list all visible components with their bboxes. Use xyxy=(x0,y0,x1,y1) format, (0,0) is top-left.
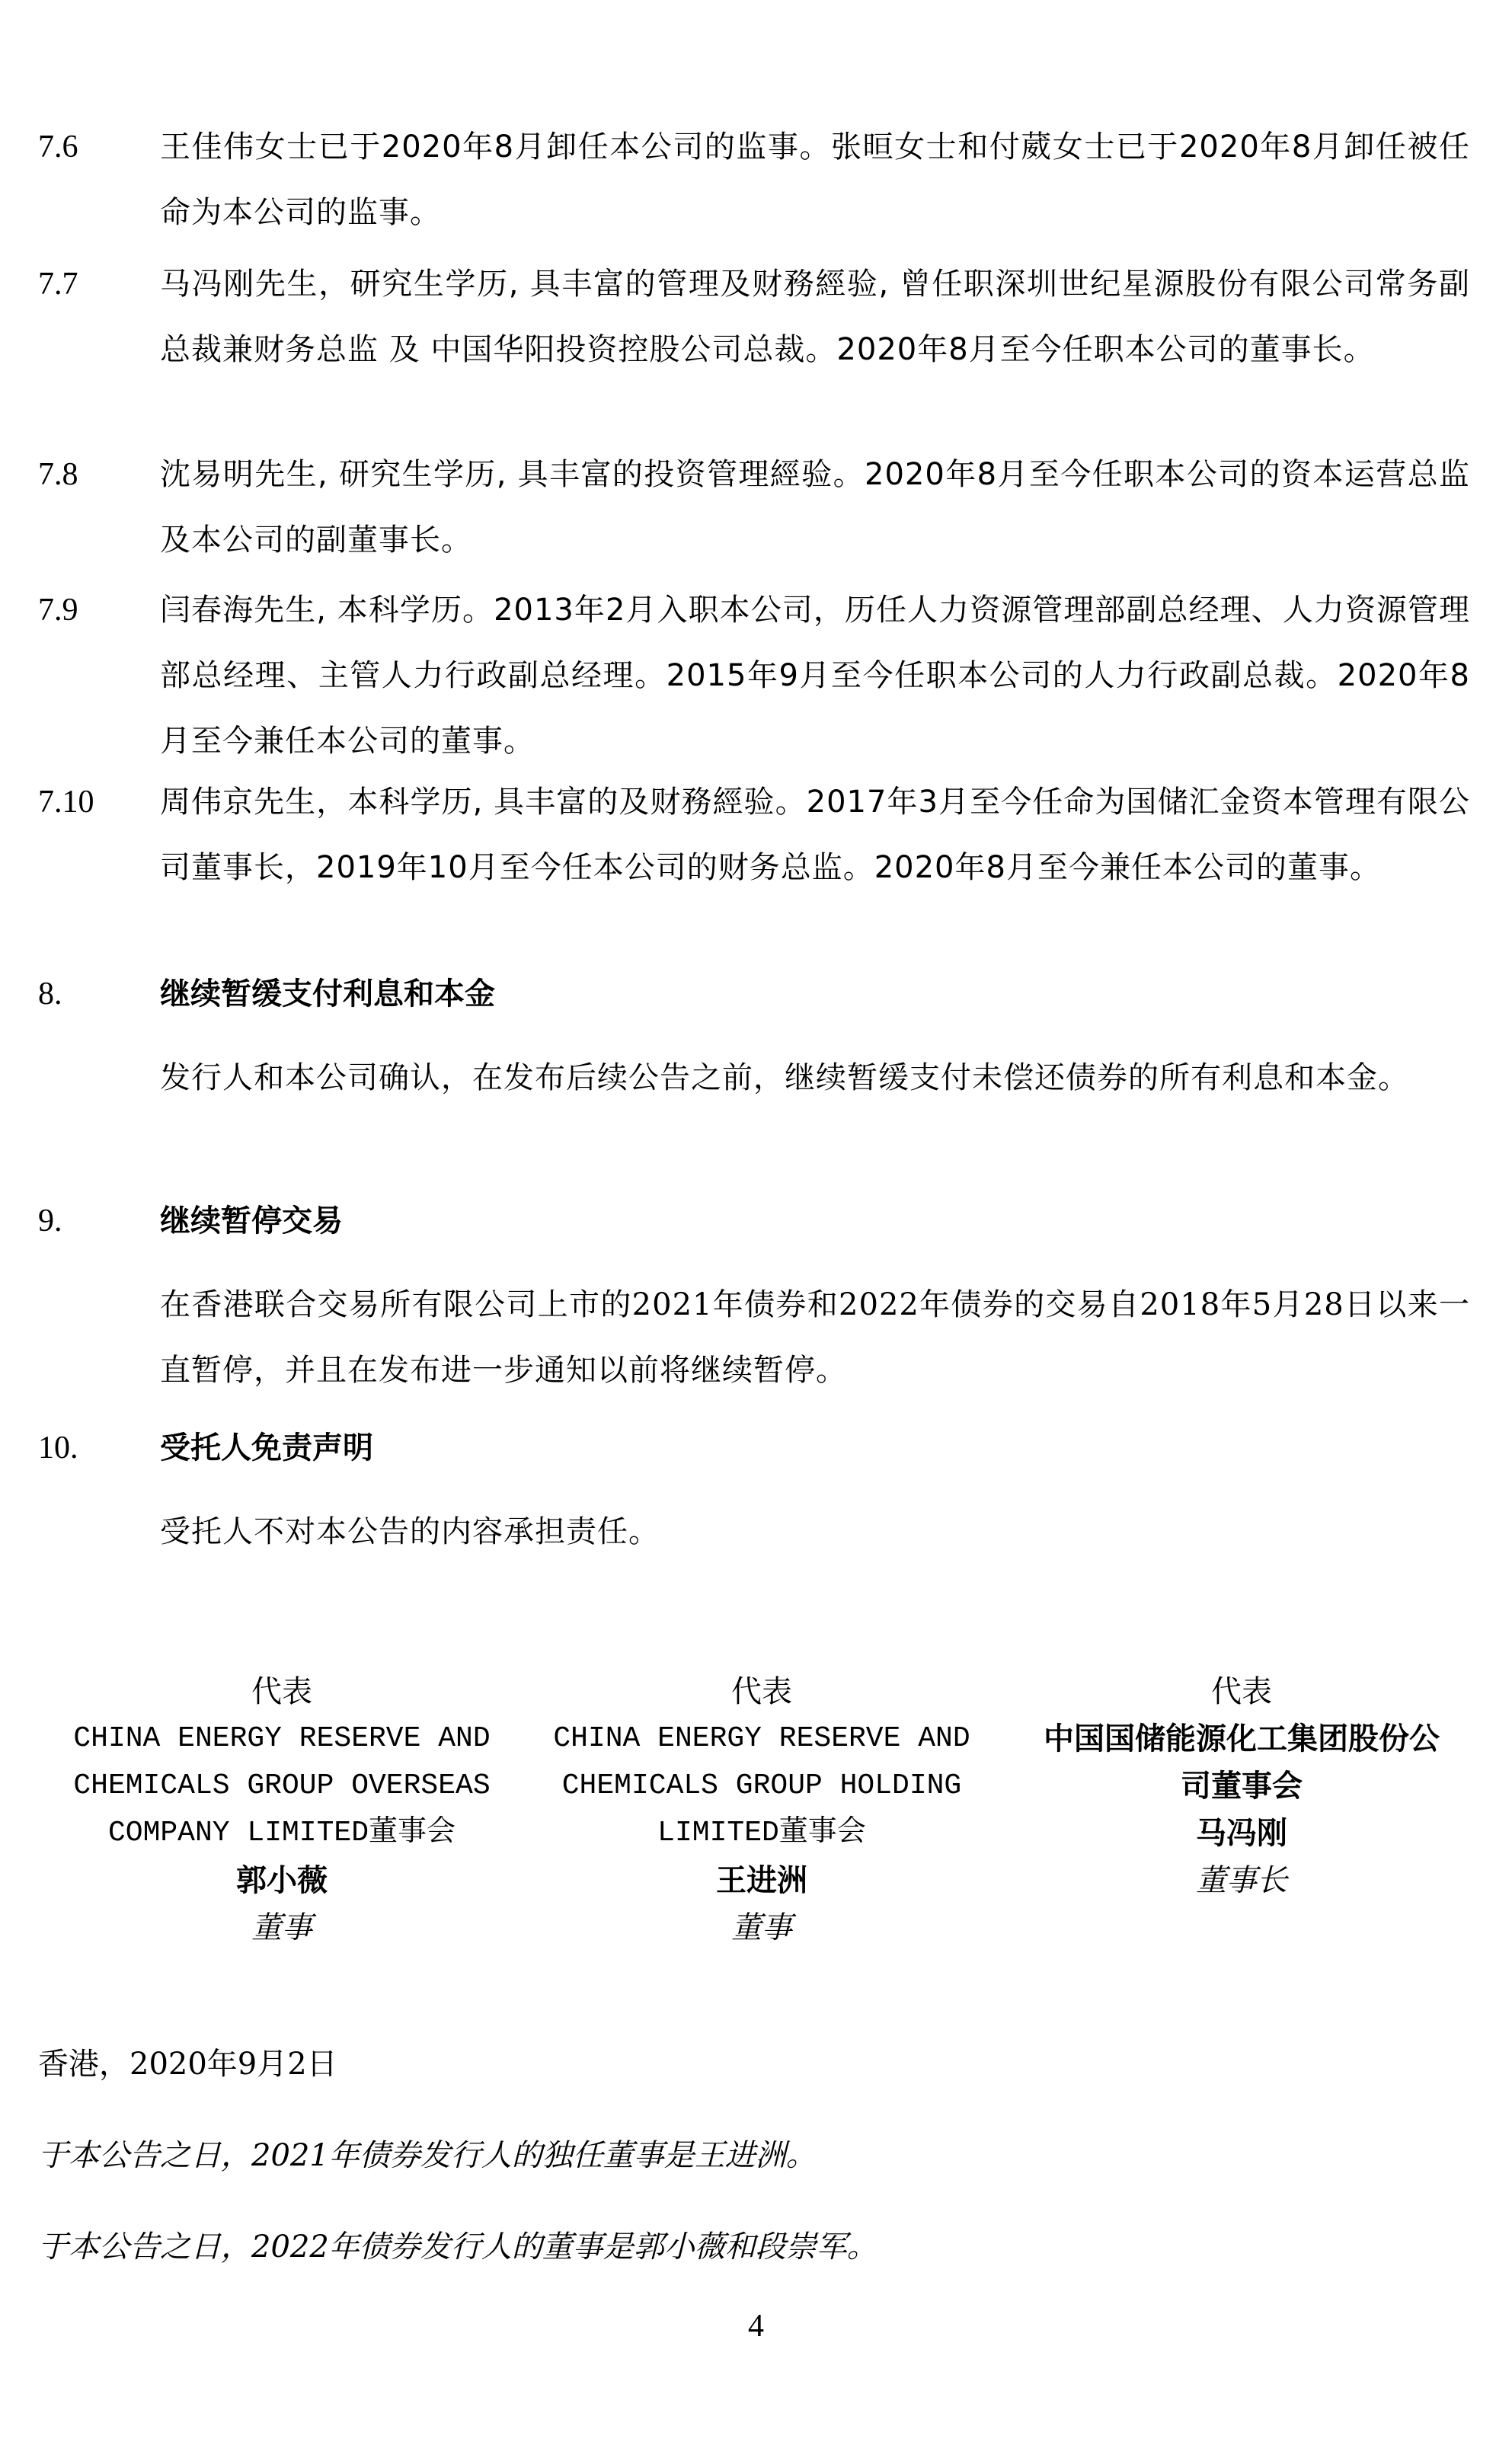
signature-label: 代表 xyxy=(1211,1674,1272,1709)
section-number: 9. xyxy=(38,1203,62,1239)
signature-block-china-board xyxy=(1013,1668,1470,1904)
signatory-title: 董事 xyxy=(731,1910,792,1945)
section-8-paragraph: 发行人和本公司确认，在发布后续公告之前，继续暂缓支付未偿还债券的所有利息和本金。 xyxy=(160,1060,1409,1095)
signatory-title: 董事长 xyxy=(1196,1863,1287,1898)
company-name-line: CHEMICALS GROUP HOLDING xyxy=(561,1769,962,1802)
signature-block-holding xyxy=(533,1668,990,1951)
item-text: 周伟京先生，本科学历, 具丰富的及财務經验。2017年3月至今任命为国储汇金资本管理有限公司董事长，2019年10月至今任本公司的财务总监。2020年8月至今兼任本公司的董事。 xyxy=(160,785,1470,885)
section-heading: 继续暂停交易 xyxy=(160,1203,343,1239)
company-name-line: CHEMICALS GROUP OVERSEAS xyxy=(73,1769,491,1802)
place-date: 香港，2020年9月2日 xyxy=(38,2047,337,2082)
company-name-line: COMPANY LIMITED董事会 xyxy=(107,1817,456,1849)
item-number: 7.8 xyxy=(38,457,78,492)
section-10-paragraph: 受托人不对本公告的内容承担责任。 xyxy=(160,1514,660,1549)
item-number: 7.9 xyxy=(38,593,78,628)
section-heading: 受托人免责声明 xyxy=(160,1430,373,1466)
signature-block-overseas xyxy=(53,1668,510,1951)
section-number: 8. xyxy=(38,976,62,1012)
signature-label: 代表 xyxy=(731,1674,792,1709)
company-name-line: CHINA ENERGY RESERVE AND xyxy=(73,1722,491,1755)
signatory-name: 马冯刚 xyxy=(1196,1816,1287,1851)
company-name-line: 司董事会 xyxy=(1181,1769,1303,1804)
item-number: 7.6 xyxy=(38,129,78,165)
page-number: 4 xyxy=(748,2309,764,2344)
section-number: 10. xyxy=(38,1430,78,1466)
item-text: 闫春海先生, 本科学历。2013年2月入职本公司，历任人力资源管理部副总经理、人力资源管理部总经理、主管人力行政副总经理。2015年9月至今任职本公司的人力行政副总裁。2020年8月至今兼任本公司的董事。 xyxy=(160,593,1470,759)
signatory-name: 王进洲 xyxy=(716,1863,807,1898)
item-text: 沈易明先生, 研究生学历, 具丰富的投资管理經验。2020年8月至今任职本公司的资本运营总监及本公司的副董事长。 xyxy=(160,457,1470,558)
item-number: 7.7 xyxy=(38,267,78,302)
signature-label: 代表 xyxy=(251,1674,312,1709)
item-number: 7.10 xyxy=(38,785,94,820)
signatory-name: 郭小薇 xyxy=(236,1863,328,1898)
company-name-line: 中国国储能源化工集团股份公 xyxy=(1044,1721,1440,1756)
section-9-paragraph: 在香港联合交易所有限公司上市的2021年债券和2022年债券的交易自2018年5月28日以来一直暂停，并且在发布进一步通知以前将继续暂停。 xyxy=(160,1287,1470,1388)
company-name-line: CHINA ENERGY RESERVE AND xyxy=(553,1722,970,1755)
note-2022-issuer: 于本公告之日，2022年债券发行人的董事是郭小薇和段崇军。 xyxy=(38,2229,877,2265)
company-name-line: LIMITED董事会 xyxy=(657,1817,866,1849)
section-heading: 继续暂缓支付利息和本金 xyxy=(160,976,495,1012)
item-text: 马冯刚先生，研究生学历, 具丰富的管理及财務經验, 曾任职深圳世纪星源股份有限公司常务副总裁兼财务总监 及 中国华阳投资控股公司总裁。2020年8月至今任职本公司的董事长。 xyxy=(160,267,1470,367)
item-text: 王佳伟女士已于2020年8月卸任本公司的监事。张晅女士和付葳女士已于2020年8月卸任被任命为本公司的监事。 xyxy=(160,129,1470,230)
signatory-title: 董事 xyxy=(251,1910,312,1945)
note-2021-issuer: 于本公告之日，2021年债券发行人的独任董事是王进洲。 xyxy=(38,2138,817,2173)
